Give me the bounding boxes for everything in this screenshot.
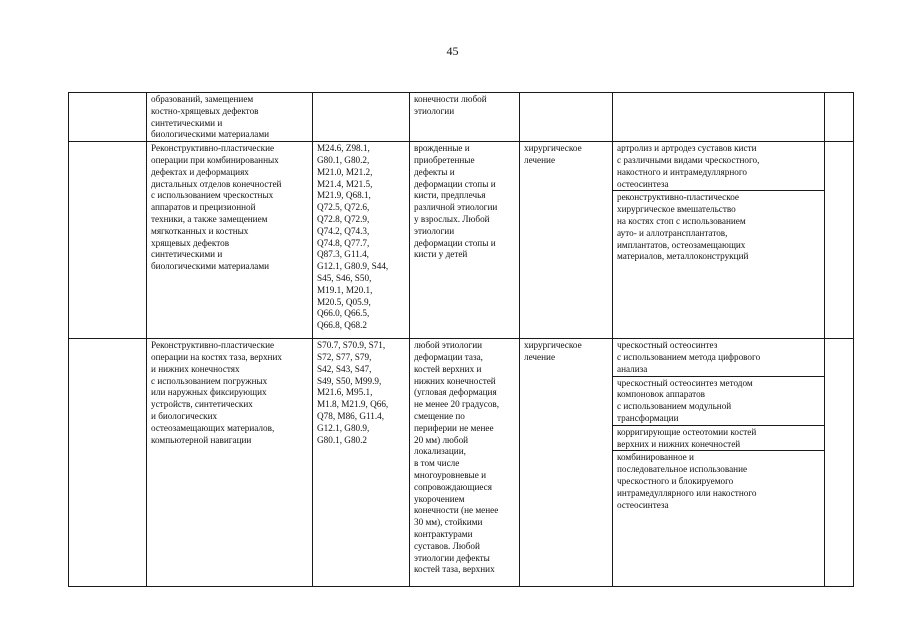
patient-model-cell-line: этиологии (414, 105, 455, 116)
patient-model-cell-line: любой этиологии (414, 340, 483, 351)
icd-codes-cell-line: Q78, M86, G11.4, (317, 410, 385, 421)
treatment-method-line: хирургическое вмешательство (617, 204, 736, 215)
icd-codes-cell-line: S42, S43, S47, (317, 363, 372, 374)
patient-model-cell-line: не менее 20 градусов, (414, 399, 500, 410)
icd-codes-cell-line: G12.1, G80.9, S44, (317, 261, 389, 272)
treatment-method-line: с использованием метода цифрового (617, 351, 761, 362)
treatment-type-cell-line: лечение (524, 351, 556, 362)
treatment-type-cell-line: хирургическое (524, 143, 582, 154)
table-row (69, 142, 854, 339)
procedure-name-cell-line: с использованием чрескостных (151, 190, 274, 201)
patient-model-cell-line: конечности (не менее (414, 505, 499, 516)
patient-model-cell-line: сопровождающиеся (414, 481, 492, 492)
treatment-method-line: последовательное использование (617, 464, 748, 475)
treatment-method-line: верхних и нижних конечностей (617, 438, 741, 449)
patient-model-cell (410, 142, 520, 339)
procedure-name-cell-line: операции на костях таза, верхних (151, 351, 282, 362)
treatment-method (613, 339, 824, 376)
number-cell (69, 142, 147, 339)
page-number: 45 (446, 44, 459, 58)
icd-codes-cell-line: M19.1, M20.1, (317, 284, 373, 295)
treatment-method-line: компоновок аппаратов (617, 389, 706, 400)
treatment-type-cell-line: лечение (524, 154, 556, 165)
procedure-name-cell-line: дистальных отделов конечностей (151, 178, 282, 189)
patient-model-cell-line: этиологии (414, 225, 455, 236)
treatment-method (613, 377, 824, 426)
icd-codes-cell-line: G80.1, G80.2 (317, 434, 368, 445)
icd-codes-cell-line: Q74.2, Q74.3, (317, 225, 370, 236)
procedure-name-cell-line: устройств, синтетических (151, 399, 253, 410)
icd-codes-cell-line: M21.9, Q68.1, (317, 190, 371, 201)
treatment-method-line: на костях стоп с использованием (617, 215, 746, 226)
treatment-method-line: имплантатов, остеозамещающих (617, 239, 746, 250)
treatment-method-line: чрескостный остеосинтез методом (617, 377, 753, 388)
procedure-name-cell-line: биологическими материалами (151, 129, 270, 140)
treatment-method-line: накостного и интрамедуллярного (617, 166, 747, 177)
medical-care-table (68, 92, 854, 587)
procedure-name-cell-line: и биологических (151, 410, 218, 421)
procedure-name-cell-line: аппаратов и прецизионной (151, 202, 256, 213)
procedure-name-cell (147, 142, 313, 339)
treatment-type-cell (520, 142, 613, 339)
patient-model-cell-line: врожденные и (414, 143, 470, 154)
treatment-method-line: комбинированное и (617, 452, 694, 463)
patient-model-cell-line: деформации стопы и (414, 237, 496, 248)
procedure-name-cell (147, 93, 313, 142)
treatment-method-line: трансформации (617, 412, 679, 423)
icd-codes-cell-line: M1.8, M21.9, Q66, (317, 399, 389, 410)
treatment-method-line: артролиз и артродез суставов кисти (617, 143, 757, 154)
treatment-method-line: остеосинтеза (617, 499, 669, 510)
treatment-method-line: чрескостного и блокируемого (617, 475, 734, 486)
cost-cell (825, 93, 854, 142)
treatment-method-line: интрамедуллярного или накостного (617, 487, 757, 498)
procedure-name-cell-line: мягкотканных и костных (151, 225, 249, 236)
icd-codes-cell-line: M21.6, M95.1, (317, 387, 373, 398)
patient-model-cell-line: деформации таза, (414, 351, 483, 362)
number-cell (69, 339, 147, 587)
patient-model-cell-line: нижних конечностей (414, 375, 496, 386)
treatment-method-line: материалов, металлоконструкций (617, 251, 749, 262)
procedure-name-cell-line: Реконструктивно-пластические (151, 340, 275, 351)
icd-codes-cell (313, 93, 410, 142)
patient-model-cell-line: смещение по (414, 410, 465, 421)
patient-model-cell-line: у взрослых. Любой (414, 213, 490, 224)
treatment-method-line: с различными видами чрескостного, (617, 154, 760, 165)
patient-model-cell (410, 339, 520, 587)
patient-model-cell-line: различной этиологии (414, 202, 498, 213)
treatment-method (613, 426, 824, 452)
patient-model-cell-line: локализации, (414, 446, 466, 457)
number-cell (69, 93, 147, 142)
patient-model-cell-line: суставов. Любой (414, 540, 480, 551)
table-row (69, 93, 854, 142)
patient-model-cell-line: деформации стопы и (414, 178, 496, 189)
patient-model-cell-line: укорочением (414, 493, 465, 504)
procedure-name-cell-line: техники, а также замещением (151, 213, 268, 224)
treatment-method (613, 142, 824, 191)
treatment-methods-cell (613, 93, 825, 142)
icd-codes-cell-line: S49, S50, M99.9, (317, 375, 382, 386)
patient-model-cell-line: (угловая деформация (414, 387, 497, 398)
icd-codes-cell-line: Q66.0, Q66.5, (317, 308, 370, 319)
icd-codes-cell-line: S70.7, S70.9, S71, (317, 340, 386, 351)
patient-model-cell-line: многоуровневые и (414, 469, 487, 480)
treatment-type-cell (520, 93, 613, 142)
treatment-method-line: чрескостный остеосинтез (617, 340, 718, 351)
treatment-methods-cell (613, 339, 825, 587)
procedure-name-cell-line: синтетическими и (151, 117, 223, 128)
cost-cell (825, 339, 854, 587)
treatment-method-line: реконструктивно-пластическое (617, 192, 740, 203)
patient-model-cell-line: костей верхних и (414, 363, 482, 374)
icd-codes-cell-line: S45, S46, S50, (317, 272, 372, 283)
procedure-name-cell-line: остеозамещающих материалов, (151, 422, 275, 433)
procedure-name-cell-line: хрящевых дефектов (151, 237, 230, 248)
procedure-name-cell-line: дефектах и деформациях (151, 166, 249, 177)
icd-codes-cell-line: G80.1, G80.2, (317, 154, 370, 165)
procedure-name-cell-line: с использованием погружных (151, 375, 268, 386)
icd-codes-cell-line: Q72.8, Q72.9, (317, 213, 370, 224)
procedure-name-cell (147, 339, 313, 587)
treatment-methods-cell (613, 142, 825, 339)
procedure-name-cell-line: Реконструктивно-пластические (151, 143, 275, 154)
treatment-method-line: ауто- и аллотрансплантатов, (617, 227, 728, 238)
patient-model-cell-line: этиологии дефекты (414, 552, 490, 563)
patient-model-cell-line: периферии не менее (414, 422, 494, 433)
treatment-method (613, 451, 824, 511)
icd-codes-cell-line: M21.0, M21.2, (317, 166, 373, 177)
icd-codes-cell-line: Q74.8, Q77.7, (317, 237, 370, 248)
treatment-method-line: остеосинтеза (617, 178, 669, 189)
cost-cell (825, 142, 854, 339)
patient-model-cell-line: 30 мм), стойкими (414, 517, 483, 528)
procedure-name-cell-line: костно-хрящевых дефектов (151, 105, 259, 116)
procedure-name-cell-line: операции при комбинированных (151, 154, 279, 165)
patient-model-cell-line: приобретенные (414, 154, 475, 165)
icd-codes-cell-line: M21.4, M21.5, (317, 178, 373, 189)
treatment-method-line: с использованием модульной (617, 401, 732, 412)
patient-model-cell-line: в том числе (414, 458, 460, 469)
procedure-name-cell-line: или наружных фиксирующих (151, 387, 267, 398)
procedure-name-cell-line: компьютерной навигации (151, 434, 252, 445)
icd-codes-cell-line: M20.5, Q05.9, (317, 296, 371, 307)
treatment-method-line: анализа (617, 363, 648, 374)
icd-codes-cell-line: Q72.5, Q72.6, (317, 202, 370, 213)
patient-model-cell-line: контрактурами (414, 528, 473, 539)
patient-model-cell (410, 93, 520, 142)
procedure-name-cell-line: и нижних конечностях (151, 363, 240, 374)
treatment-type-cell-line: хирургическое (524, 340, 582, 351)
patient-model-cell-line: костей таза, верхних (414, 564, 495, 575)
procedure-name-cell-line: биологическими материалами (151, 261, 270, 272)
icd-codes-cell-line: M24.6, Z98.1, (317, 143, 370, 154)
treatment-method-line: корригирующие остеотомии костей (617, 426, 757, 437)
treatment-method (613, 93, 824, 94)
icd-codes-cell (313, 339, 410, 587)
patient-model-cell-line: конечности любой (414, 94, 487, 104)
patient-model-cell-line: 20 мм) любой (414, 434, 469, 445)
treatment-type-cell (520, 339, 613, 587)
patient-model-cell-line: дефекты и (414, 166, 455, 177)
procedure-name-cell-line: синтетическими и (151, 249, 223, 260)
treatment-method (613, 191, 824, 263)
icd-codes-cell-line: G12.1, G80.9, (317, 422, 370, 433)
icd-codes-cell-line: Q87.3, G11.4, (317, 249, 369, 260)
patient-model-cell-line: кисти у детей (414, 249, 468, 260)
icd-codes-cell-line: Q66.8, Q68.2 (317, 320, 368, 331)
icd-codes-cell-line: S72, S77, S79, (317, 351, 372, 362)
icd-codes-cell (313, 142, 410, 339)
table-row (69, 339, 854, 587)
procedure-name-cell-line: образований, замещением (151, 94, 254, 104)
patient-model-cell-line: кисти, предплечья (414, 190, 486, 201)
